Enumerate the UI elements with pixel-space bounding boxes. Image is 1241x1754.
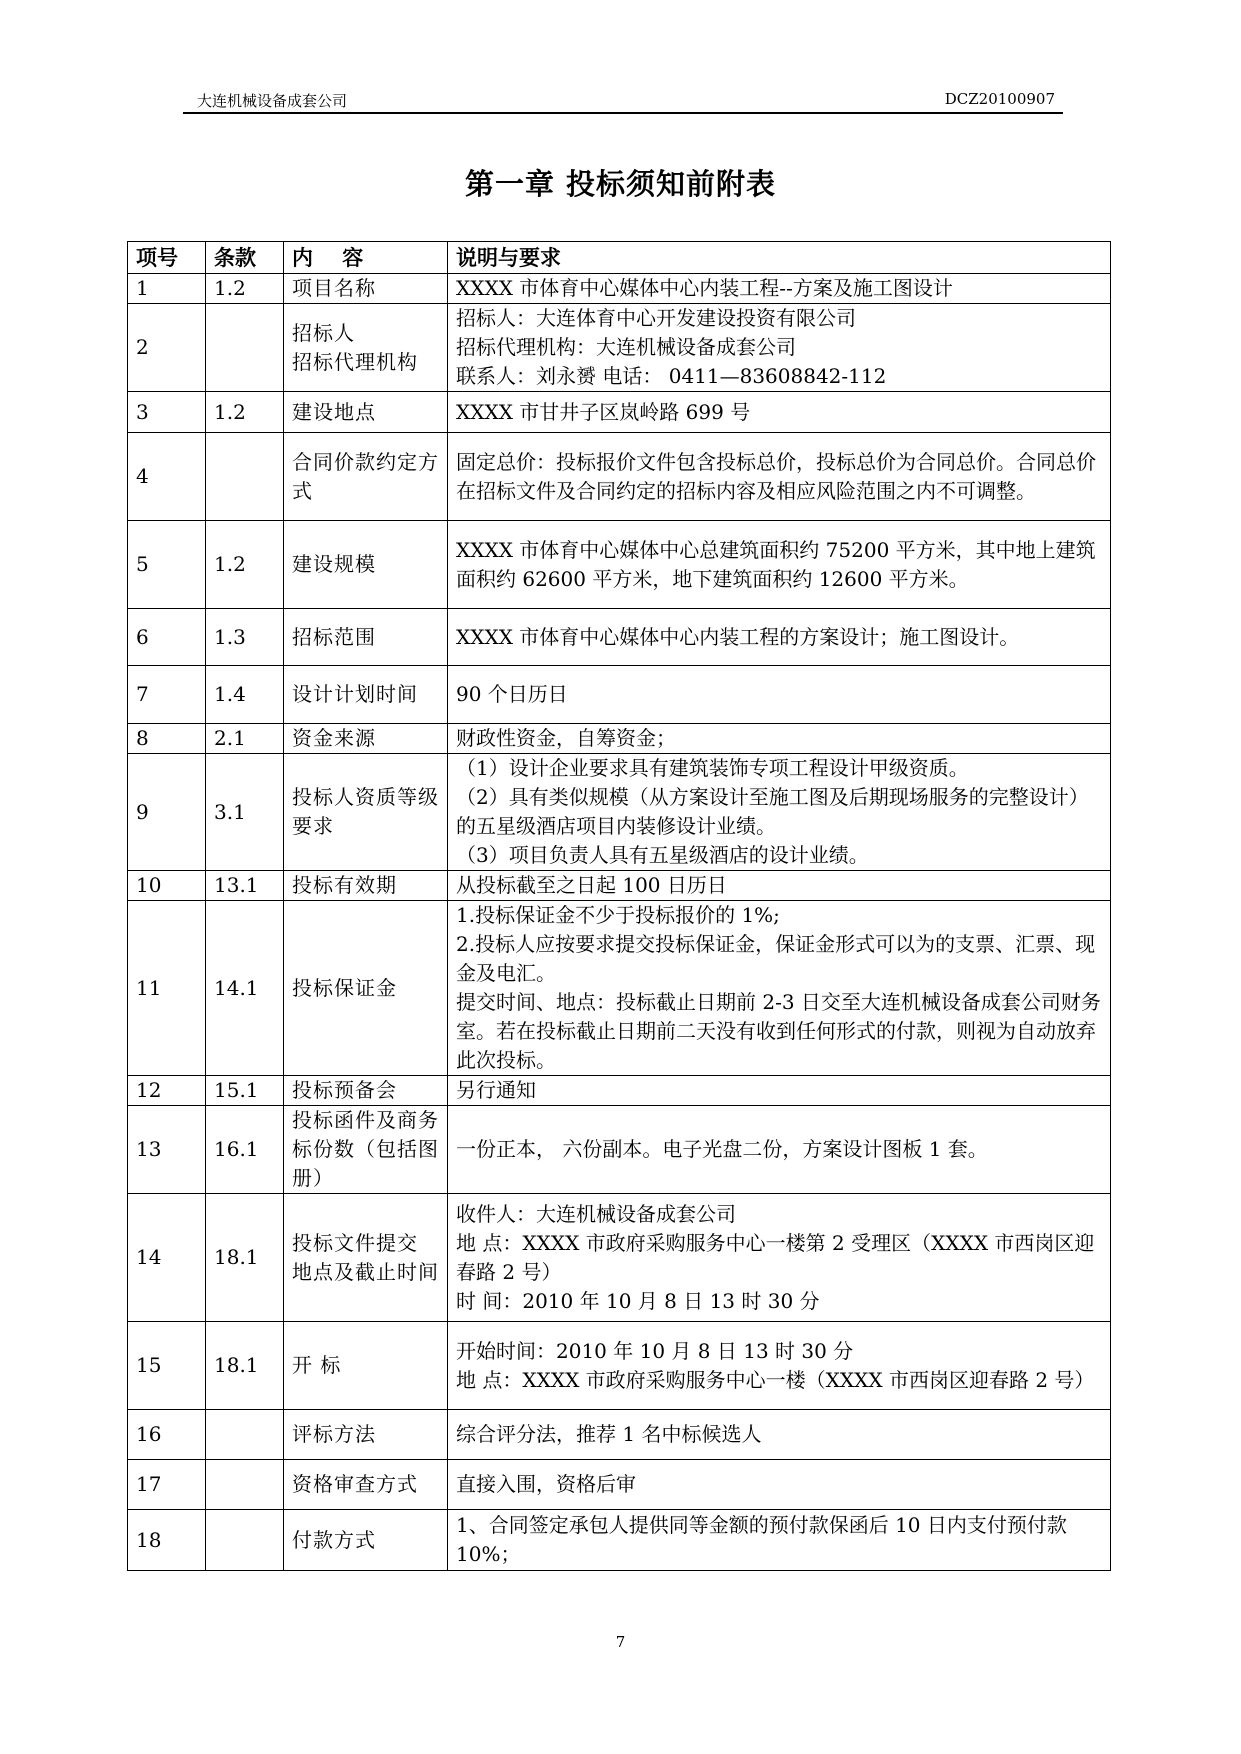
cell-description: XXXX 市体育中心媒体中心内装工程--方案及施工图设计 — [448, 274, 1111, 304]
table-row — [128, 666, 1111, 724]
cell-content: 建设规模 — [284, 521, 448, 609]
cell-item-no: 8 — [128, 724, 206, 754]
table-row — [128, 901, 1111, 1076]
cell-item-no: 6 — [128, 609, 206, 666]
cell-item-no: 15 — [128, 1322, 206, 1410]
cell-clause — [206, 1510, 284, 1571]
cell-item-no: 2 — [128, 304, 206, 392]
table-header-row — [128, 242, 1111, 274]
table-row — [128, 871, 1111, 901]
table-row — [128, 1410, 1111, 1460]
cell-content: 投标函件及商务标份数（包括图册） — [284, 1106, 448, 1194]
cell-clause: 1.2 — [206, 521, 284, 609]
cell-content: 资金来源 — [284, 724, 448, 754]
cell-description: 90 个日历日 — [448, 666, 1111, 724]
table-row — [128, 1460, 1111, 1510]
cell-description: 开始时间：2010 年 10 月 8 日 13 时 30 分 地 点：XXXX 市政府采购服务中心一楼（XXXX 市西岗区迎春路 2 号） — [448, 1322, 1111, 1410]
cell-content: 项目名称 — [284, 274, 448, 304]
cell-description: 收件人：大连机械设备成套公司 地 点：XXXX 市政府采购服务中心一楼第 2 受理区（XXXX 市西岗区迎春路 2 号） 时 间：2010 年 10 月 8 日 13 时 30 分 — [448, 1194, 1111, 1322]
table-row — [128, 724, 1111, 754]
cell-item-no: 10 — [128, 871, 206, 901]
header-description: 说明与要求 — [448, 242, 1111, 274]
table-row — [128, 1194, 1111, 1322]
page-number: 7 — [615, 1633, 626, 1651]
cell-content: 合同价款约定方式 — [284, 433, 448, 521]
cell-content: 招标人 招标代理机构 — [284, 304, 448, 392]
cell-clause: 18.1 — [206, 1194, 284, 1322]
cell-description: 固定总价：投标报价文件包含投标总价，投标总价为合同总价。合同总价在招标文件及合同约定的招标内容及相应风险范围之内不可调整。 — [448, 433, 1111, 521]
table-row — [128, 521, 1111, 609]
cell-content: 投标预备会 — [284, 1076, 448, 1106]
cell-item-no: 11 — [128, 901, 206, 1076]
cell-content: 设计计划时间 — [284, 666, 448, 724]
cell-item-no: 1 — [128, 274, 206, 304]
cell-description: 直接入围，资格后审 — [448, 1460, 1111, 1510]
cell-content: 资格审查方式 — [284, 1460, 448, 1510]
table-row — [128, 1106, 1111, 1194]
cell-item-no: 9 — [128, 754, 206, 871]
cell-description: XXXX 市甘井子区岚岭路 699 号 — [448, 392, 1111, 433]
cell-description: 从投标截至之日起 100 日历日 — [448, 871, 1111, 901]
cell-clause: 1.2 — [206, 274, 284, 304]
cell-description: 另行通知 — [448, 1076, 1111, 1106]
table-row — [128, 754, 1111, 871]
cell-description: 一份正本， 六份副本。电子光盘二份，方案设计图板 1 套。 — [448, 1106, 1111, 1194]
page-header — [183, 90, 1063, 114]
table-row — [128, 304, 1111, 392]
header-doc-code: DCZ20100907 — [944, 90, 1055, 108]
cell-clause: 1.4 — [206, 666, 284, 724]
cell-description: XXXX 市体育中心媒体中心内装工程的方案设计；施工图设计。 — [448, 609, 1111, 666]
table-row — [128, 1322, 1111, 1410]
cell-description: XXXX 市体育中心媒体中心总建筑面积约 75200 平方米，其中地上建筑面积约 62600 平方米，地下建筑面积约 12600 平方米。 — [448, 521, 1111, 609]
header-item-no: 项号 — [128, 242, 206, 274]
bid-notice-table — [127, 241, 1111, 1571]
table-row — [128, 433, 1111, 521]
header-content: 内 容 — [284, 242, 448, 274]
table-row — [128, 274, 1111, 304]
header-clause: 条款 — [206, 242, 284, 274]
cell-content: 投标保证金 — [284, 901, 448, 1076]
cell-clause: 13.1 — [206, 871, 284, 901]
cell-clause — [206, 1410, 284, 1460]
page-title: 第一章 投标须知前附表 — [464, 167, 777, 201]
cell-item-no: 17 — [128, 1460, 206, 1510]
cell-description: 1、合同签定承包人提供同等金额的预付款保函后 10 日内支付预付款 10%； — [448, 1510, 1111, 1571]
cell-item-no: 3 — [128, 392, 206, 433]
cell-item-no: 16 — [128, 1410, 206, 1460]
cell-content: 投标有效期 — [284, 871, 448, 901]
cell-content: 评标方法 — [284, 1410, 448, 1460]
cell-item-no: 14 — [128, 1194, 206, 1322]
cell-description: 招标人：大连体育中心开发建设投资有限公司 招标代理机构：大连机械设备成套公司 联系人：刘永赟 电话： 0411—83608842-112 — [448, 304, 1111, 392]
cell-content: 建设地点 — [284, 392, 448, 433]
cell-item-no: 18 — [128, 1510, 206, 1571]
cell-clause — [206, 433, 284, 521]
cell-clause: 15.1 — [206, 1076, 284, 1106]
cell-content: 开 标 — [284, 1322, 448, 1410]
cell-content: 付款方式 — [284, 1510, 448, 1571]
header-company: 大连机械设备成套公司 — [197, 92, 348, 110]
cell-description: 1.投标保证金不少于投标报价的 1%; 2.投标人应按要求提交投标保证金，保证金形式可以为的支票、汇票、现金及电汇。 提交时间、地点：投标截止日期前 2-3 日交至大连机械设备成套公司财务室。若在投标截止日期前二天没有收到任何形式的付款，则视为自动放弃此次投标。 — [448, 901, 1111, 1076]
cell-clause — [206, 1460, 284, 1510]
cell-clause: 18.1 — [206, 1322, 284, 1410]
cell-item-no: 12 — [128, 1076, 206, 1106]
table-row — [128, 1076, 1111, 1106]
cell-content: 投标文件提交 地点及截止时间 — [284, 1194, 448, 1322]
cell-clause — [206, 304, 284, 392]
cell-description: 财政性资金，自筹资金； — [448, 724, 1111, 754]
cell-clause: 1.2 — [206, 392, 284, 433]
cell-clause: 14.1 — [206, 901, 284, 1076]
cell-content: 招标范围 — [284, 609, 448, 666]
table-row — [128, 609, 1111, 666]
table-row — [128, 1510, 1111, 1571]
cell-clause: 16.1 — [206, 1106, 284, 1194]
table-row — [128, 392, 1111, 433]
cell-item-no: 13 — [128, 1106, 206, 1194]
cell-item-no: 5 — [128, 521, 206, 609]
cell-clause: 1.3 — [206, 609, 284, 666]
cell-description: 综合评分法，推荐 1 名中标候选人 — [448, 1410, 1111, 1460]
cell-item-no: 4 — [128, 433, 206, 521]
cell-description: （1）设计企业要求具有建筑装饰专项工程设计甲级资质。 （2）具有类似规模（从方案设计至施工图及后期现场服务的完整设计）的五星级酒店项目内装修设计业绩。 （3）项目负责人具有五星级酒店的设计业绩。 — [448, 754, 1111, 871]
cell-clause: 2.1 — [206, 724, 284, 754]
cell-content: 投标人资质等级要求 — [284, 754, 448, 871]
cell-item-no: 7 — [128, 666, 206, 724]
cell-clause: 3.1 — [206, 754, 284, 871]
